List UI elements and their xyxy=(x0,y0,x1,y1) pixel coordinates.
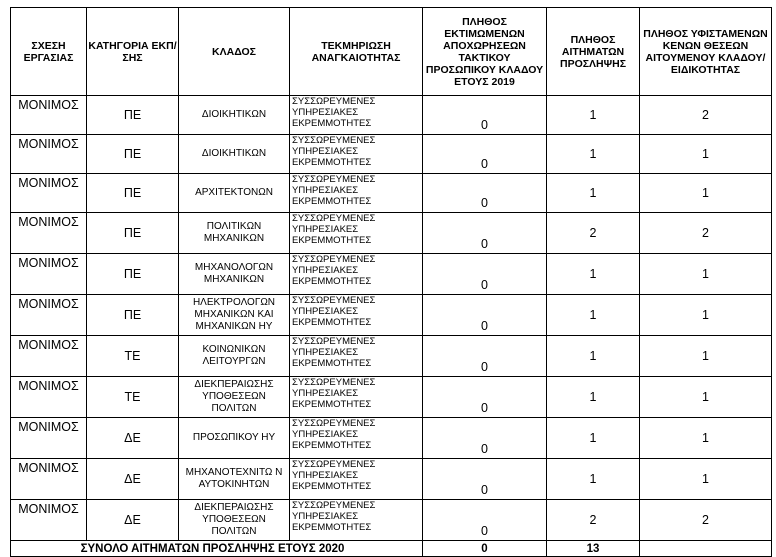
table-row xyxy=(11,418,772,459)
total-row xyxy=(11,541,772,557)
cell-relation: ΜΟΝΙΜΟΣ xyxy=(11,295,87,336)
cell-departures: 0 xyxy=(423,174,547,213)
header-relation: ΣΧΕΣΗ ΕΡΓΑΣΙΑΣ xyxy=(11,8,87,96)
cell-vacancies: 1 xyxy=(640,135,772,174)
cell-justification: ΣΥΣΣΩΡΕΥΜΕΝΕΣ ΥΠΗΡΕΣΙΑΚΕΣ ΕΚΡΕΜΜΟΤΗΤΕΣ xyxy=(290,96,423,135)
cell-branch: ΚΟΙΝΩΝΙΚΩΝ ΛΕΙΤΟΥΡΓΩΝ xyxy=(179,336,290,377)
cell-category: ΠΕ xyxy=(87,96,179,135)
cell-justification: ΣΥΣΣΩΡΕΥΜΕΝΕΣ ΥΠΗΡΕΣΙΑΚΕΣ ΕΚΡΕΜΜΟΤΗΤΕΣ xyxy=(290,500,423,541)
cell-relation: ΜΟΝΙΜΟΣ xyxy=(11,459,87,500)
cell-category: ΠΕ xyxy=(87,254,179,295)
table-row xyxy=(11,336,772,377)
header-vacancies: ΠΛΗΘΟΣ ΥΦΙΣΤΑΜΕΝΩΝ ΚΕΝΩΝ ΘΕΣΕΩΝ ΑΙΤΟΥΜΕΝΟΥ ΚΛΑΔΟΥ/ ΕΙΔΙΚΟΤΗΤΑΣ xyxy=(640,8,772,96)
cell-requests: 1 xyxy=(547,254,640,295)
cell-category: ΠΕ xyxy=(87,174,179,213)
total-departures: 0 xyxy=(423,541,547,557)
cell-branch: ΜΗΧΑΝΟΤΕΧΝΙΤΩ Ν ΑΥΤΟΚΙΝΗΤΩΝ xyxy=(179,459,290,500)
cell-departures: 0 xyxy=(423,213,547,254)
cell-justification: ΣΥΣΣΩΡΕΥΜΕΝΕΣ ΥΠΗΡΕΣΙΑΚΕΣ ΕΚΡΕΜΜΟΤΗΤΕΣ xyxy=(290,135,423,174)
header-departures: ΠΛΗΘΟΣ ΕΚΤΙΜΩΜΕΝΩΝ ΑΠΟΧΩΡΗΣΕΩΝ ΤΑΚΤΙΚΟΥ ΠΡΟΣΩΠΙΚΟΥ ΚΛΑΔΟΥ ΕΤΟΥΣ 2019 xyxy=(423,8,547,96)
cell-relation: ΜΟΝΙΜΟΣ xyxy=(11,418,87,459)
cell-vacancies: 1 xyxy=(640,418,772,459)
header-category: ΚΑΤΗΓΟΡΙΑ ΕΚΠ/ΣΗΣ xyxy=(87,8,179,96)
cell-vacancies: 2 xyxy=(640,500,772,541)
cell-category: ΤΕ xyxy=(87,336,179,377)
cell-category: ΠΕ xyxy=(87,135,179,174)
cell-relation: ΜΟΝΙΜΟΣ xyxy=(11,377,87,418)
cell-relation: ΜΟΝΙΜΟΣ xyxy=(11,254,87,295)
cell-justification: ΣΥΣΣΩΡΕΥΜΕΝΕΣ ΥΠΗΡΕΣΙΑΚΕΣ ΕΚΡΕΜΜΟΤΗΤΕΣ xyxy=(290,295,423,336)
cell-category: ΠΕ xyxy=(87,295,179,336)
cell-category: ΠΕ xyxy=(87,213,179,254)
cell-departures: 0 xyxy=(423,459,547,500)
header-justification: ΤΕΚΜΗΡΙΩΣΗ ΑΝΑΓΚΑΙΟΤΗΤΑΣ xyxy=(290,8,423,96)
cell-requests: 1 xyxy=(547,459,640,500)
cell-branch: ΔΙΟΙΚΗΤΙΚΩΝ xyxy=(179,135,290,174)
table-row xyxy=(11,377,772,418)
cell-requests: 1 xyxy=(547,295,640,336)
table-row xyxy=(11,459,772,500)
cell-branch: ΔΙΕΚΠΕΡΑΙΩΣΗΣ ΥΠΟΘΕΣΕΩΝ ΠΟΛΙΤΩΝ xyxy=(179,500,290,541)
cell-vacancies: 1 xyxy=(640,295,772,336)
cell-departures: 0 xyxy=(423,377,547,418)
cell-requests: 1 xyxy=(547,135,640,174)
cell-vacancies: 1 xyxy=(640,174,772,213)
cell-branch: ΔΙΟΙΚΗΤΙΚΩΝ xyxy=(179,96,290,135)
cell-relation: ΜΟΝΙΜΟΣ xyxy=(11,500,87,541)
total-requests: 13 xyxy=(547,541,640,557)
cell-relation: ΜΟΝΙΜΟΣ xyxy=(11,135,87,174)
cell-requests: 1 xyxy=(547,377,640,418)
cell-branch: ΑΡΧΙΤΕΚΤΟΝΩΝ xyxy=(179,174,290,213)
table-row xyxy=(11,295,772,336)
cell-requests: 1 xyxy=(547,174,640,213)
table-row xyxy=(11,96,772,135)
staffing-requests-table xyxy=(10,7,772,557)
cell-departures: 0 xyxy=(423,336,547,377)
cell-justification: ΣΥΣΣΩΡΕΥΜΕΝΕΣ ΥΠΗΡΕΣΙΑΚΕΣ ΕΚΡΕΜΜΟΤΗΤΕΣ xyxy=(290,254,423,295)
cell-category: ΤΕ xyxy=(87,377,179,418)
table-body xyxy=(11,96,772,541)
header-requests: ΠΛΗΘΟΣ ΑΙΤΗΜΑΤΩΝ ΠΡΟΣΛΗΨΗΣ xyxy=(547,8,640,96)
cell-requests: 1 xyxy=(547,336,640,377)
cell-relation: ΜΟΝΙΜΟΣ xyxy=(11,174,87,213)
cell-vacancies: 2 xyxy=(640,213,772,254)
cell-vacancies: 1 xyxy=(640,377,772,418)
cell-category: ΔΕ xyxy=(87,418,179,459)
cell-relation: ΜΟΝΙΜΟΣ xyxy=(11,213,87,254)
total-empty xyxy=(640,541,772,557)
total-label: ΣΥΝΟΛΟ ΑΙΤΗΜΑΤΩΝ ΠΡΟΣΛΗΨΗΣ ΕΤΟΥΣ 2020 xyxy=(11,541,423,557)
header-branch: ΚΛΑΔΟΣ xyxy=(179,8,290,96)
cell-branch: ΠΟΛΙΤΙΚΩΝ ΜΗΧΑΝΙΚΩΝ xyxy=(179,213,290,254)
cell-justification: ΣΥΣΣΩΡΕΥΜΕΝΕΣ ΥΠΗΡΕΣΙΑΚΕΣ ΕΚΡΕΜΜΟΤΗΤΕΣ xyxy=(290,418,423,459)
cell-departures: 0 xyxy=(423,295,547,336)
cell-vacancies: 1 xyxy=(640,254,772,295)
table-row xyxy=(11,500,772,541)
cell-branch: ΔΙΕΚΠΕΡΑΙΩΣΗΣ ΥΠΟΘΕΣΕΩΝ ΠΟΛΙΤΩΝ xyxy=(179,377,290,418)
cell-requests: 2 xyxy=(547,213,640,254)
cell-justification: ΣΥΣΣΩΡΕΥΜΕΝΕΣ ΥΠΗΡΕΣΙΑΚΕΣ ΕΚΡΕΜΜΟΤΗΤΕΣ xyxy=(290,336,423,377)
cell-requests: 1 xyxy=(547,418,640,459)
cell-departures: 0 xyxy=(423,500,547,541)
cell-category: ΔΕ xyxy=(87,500,179,541)
cell-category: ΔΕ xyxy=(87,459,179,500)
cell-branch: ΠΡΟΣΩΠΙΚΟΥ ΗΥ xyxy=(179,418,290,459)
cell-justification: ΣΥΣΣΩΡΕΥΜΕΝΕΣ ΥΠΗΡΕΣΙΑΚΕΣ ΕΚΡΕΜΜΟΤΗΤΕΣ xyxy=(290,174,423,213)
cell-branch: ΗΛΕΚΤΡΟΛΟΓΩΝ ΜΗΧΑΝΙΚΩΝ ΚΑΙ ΜΗΧΑΝΙΚΩΝ ΗΥ xyxy=(179,295,290,336)
cell-departures: 0 xyxy=(423,96,547,135)
table-row xyxy=(11,254,772,295)
cell-vacancies: 2 xyxy=(640,96,772,135)
cell-departures: 0 xyxy=(423,135,547,174)
header-row xyxy=(11,8,772,96)
cell-departures: 0 xyxy=(423,418,547,459)
cell-justification: ΣΥΣΣΩΡΕΥΜΕΝΕΣ ΥΠΗΡΕΣΙΑΚΕΣ ΕΚΡΕΜΜΟΤΗΤΕΣ xyxy=(290,213,423,254)
cell-requests: 1 xyxy=(547,96,640,135)
cell-justification: ΣΥΣΣΩΡΕΥΜΕΝΕΣ ΥΠΗΡΕΣΙΑΚΕΣ ΕΚΡΕΜΜΟΤΗΤΕΣ xyxy=(290,459,423,500)
cell-branch: ΜΗΧΑΝΟΛΟΓΩΝ ΜΗΧΑΝΙΚΩΝ xyxy=(179,254,290,295)
table-row xyxy=(11,135,772,174)
cell-vacancies: 1 xyxy=(640,459,772,500)
cell-relation: ΜΟΝΙΜΟΣ xyxy=(11,336,87,377)
table-row xyxy=(11,174,772,213)
cell-justification: ΣΥΣΣΩΡΕΥΜΕΝΕΣ ΥΠΗΡΕΣΙΑΚΕΣ ΕΚΡΕΜΜΟΤΗΤΕΣ xyxy=(290,377,423,418)
cell-requests: 2 xyxy=(547,500,640,541)
cell-relation: ΜΟΝΙΜΟΣ xyxy=(11,96,87,135)
table-row xyxy=(11,213,772,254)
cell-departures: 0 xyxy=(423,254,547,295)
cell-vacancies: 1 xyxy=(640,336,772,377)
